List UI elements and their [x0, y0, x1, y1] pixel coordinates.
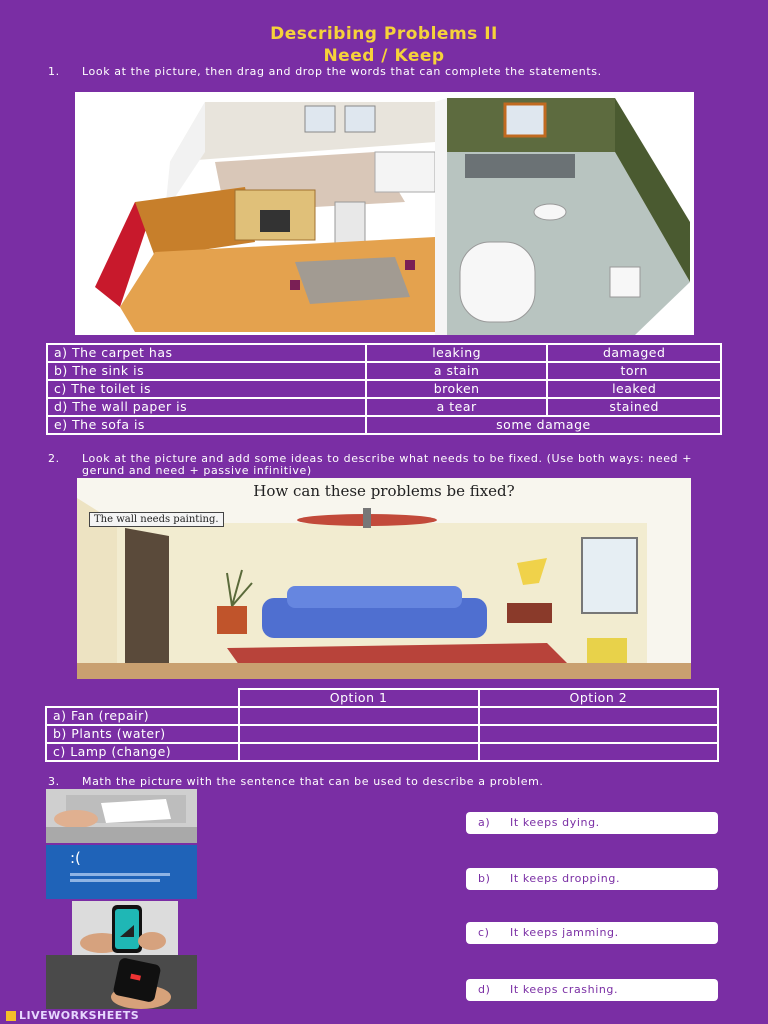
row-prompt: a) Fan (repair) — [46, 707, 239, 725]
blue-screen-picture[interactable] — [46, 845, 197, 899]
word-option[interactable]: leaking — [366, 344, 548, 362]
answer-letter: d) — [478, 983, 491, 996]
answer-cell[interactable] — [239, 725, 479, 743]
statement-stem: c) The toilet is — [47, 380, 366, 398]
word-option[interactable]: a stain — [366, 362, 548, 380]
apartment-picture — [75, 92, 694, 335]
word-option[interactable]: a tear — [366, 398, 548, 416]
answer-cell[interactable] — [479, 743, 718, 761]
table-row — [46, 707, 718, 725]
room-picture — [77, 478, 691, 679]
brand-icon — [6, 1011, 16, 1021]
answer-cell[interactable] — [239, 707, 479, 725]
table-row — [46, 743, 718, 761]
word-option[interactable]: damaged — [547, 344, 721, 362]
brand-logo — [6, 1009, 139, 1022]
row-prompt: b) Plants (water) — [46, 725, 239, 743]
section1-instruction: 1. Look at the picture, then drag and drop the words that can complete the statements. — [48, 65, 602, 78]
brand-text: LIVEWORKSHEETS — [19, 1009, 140, 1022]
answer-text: It keeps dying. — [510, 816, 600, 829]
answer-box[interactable] — [466, 922, 718, 944]
table-header-row — [46, 689, 718, 707]
answer-cell[interactable] — [479, 725, 718, 743]
table-row — [46, 725, 718, 743]
answer-letter: b) — [478, 872, 491, 885]
statement-stem: d) The wall paper is — [47, 398, 366, 416]
table-row — [47, 380, 721, 398]
table-header: Option 1 — [239, 689, 479, 707]
word-option[interactable]: some damage — [366, 416, 721, 434]
answer-box[interactable] — [466, 868, 718, 890]
answer-letter: c) — [478, 926, 490, 939]
table-row — [47, 416, 721, 434]
low-signal-phone-picture[interactable] — [72, 901, 178, 956]
dead-phone-picture[interactable] — [46, 955, 197, 1009]
section1-table — [46, 343, 722, 435]
word-option[interactable]: leaked — [547, 380, 721, 398]
answer-letter: a) — [478, 816, 491, 829]
table-row — [47, 362, 721, 380]
answer-cell[interactable] — [239, 743, 479, 761]
statement-stem: e) The sofa is — [47, 416, 366, 434]
section2-instruction: 2. Look at the picture and add some ideas to describe what needs to be fixed. (Use both ways: need + gerund and need + passive infinitive) — [48, 452, 693, 477]
table-header: Option 2 — [479, 689, 718, 707]
table-row — [47, 398, 721, 416]
answer-text: It keeps jamming. — [510, 926, 619, 939]
answer-text: It keeps dropping. — [510, 872, 621, 885]
word-option[interactable]: torn — [547, 362, 721, 380]
word-option[interactable]: broken — [366, 380, 548, 398]
section3-instruction: 3. Math the picture with the sentence that can be used to describe a problem. — [48, 775, 544, 788]
section2-table — [45, 688, 719, 762]
picture-label: The wall needs painting. — [89, 512, 224, 527]
statement-stem: a) The carpet has — [47, 344, 366, 362]
worksheet-subtitle: Need / Keep — [323, 46, 445, 66]
answer-box[interactable] — [466, 979, 718, 1001]
answer-cell[interactable] — [479, 707, 718, 725]
table-header-blank — [46, 689, 239, 707]
word-option[interactable]: stained — [547, 398, 721, 416]
table-row — [47, 344, 721, 362]
sad-face-icon: :( — [70, 849, 81, 867]
answer-text: It keeps crashing. — [510, 983, 619, 996]
printer-jam-picture[interactable] — [46, 789, 197, 843]
picture-heading: How can these problems be fixed? — [253, 482, 515, 500]
statement-stem: b) The sink is — [47, 362, 366, 380]
answer-box[interactable] — [466, 812, 718, 834]
worksheet-title: Describing Problems II — [270, 24, 498, 44]
row-prompt: c) Lamp (change) — [46, 743, 239, 761]
